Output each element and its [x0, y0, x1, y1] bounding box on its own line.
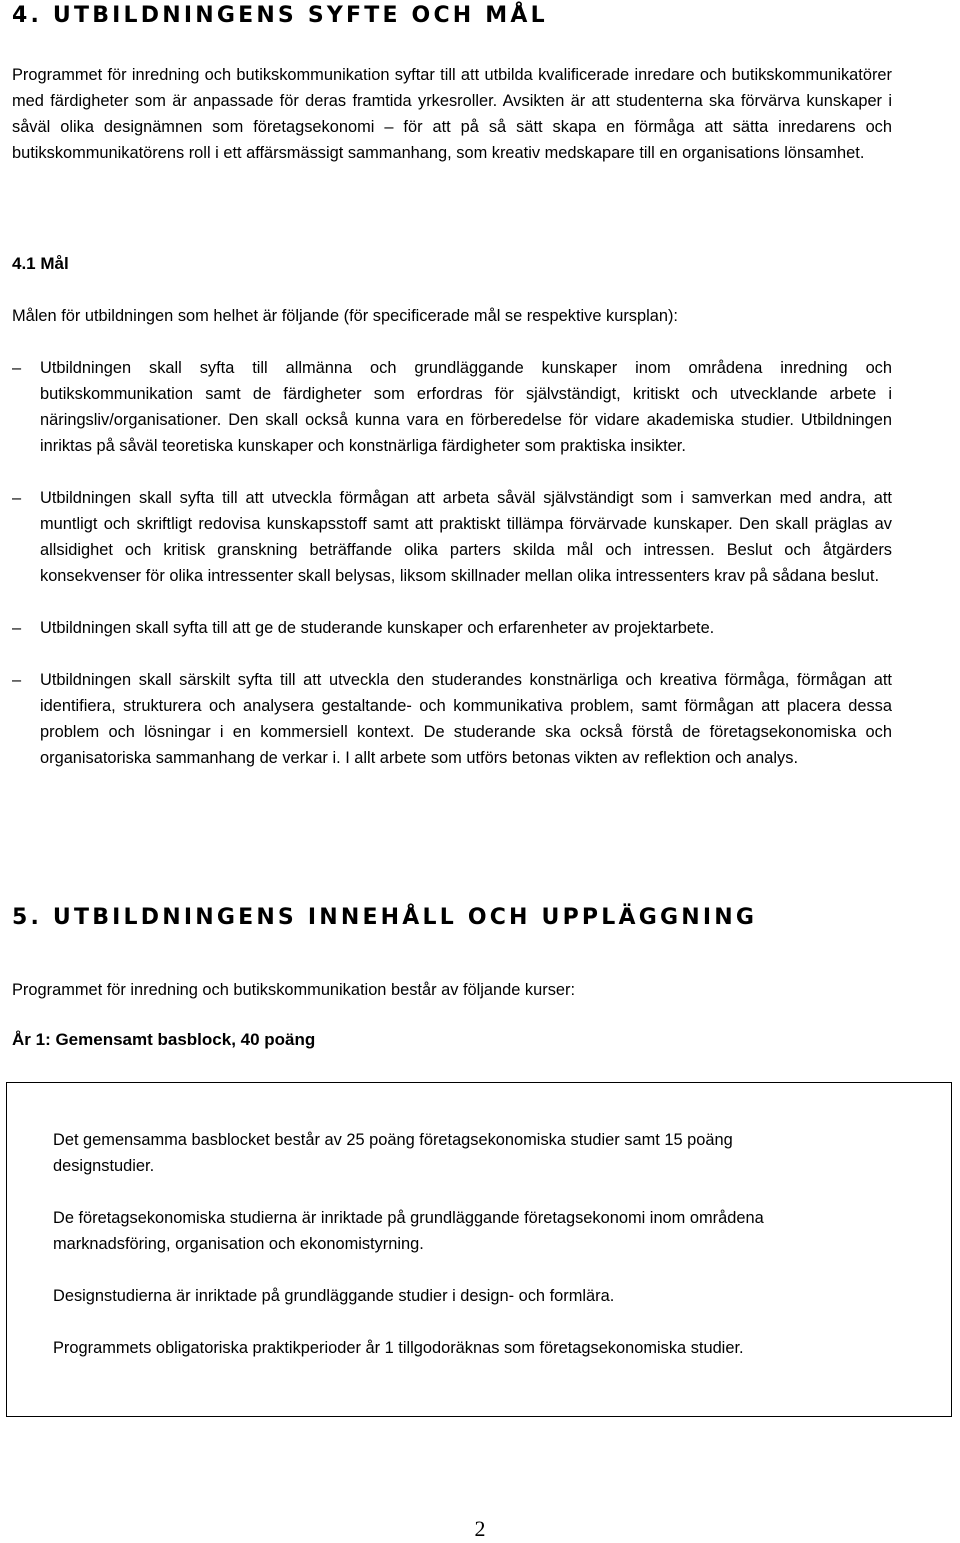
- goal-text: Utbildningen skall syfta till att utveckla förmågan att arbeta såväl självständigt som i samverkan med andra, att muntligt och skriftligt redovisa kunskapsstoff samt att praktiskt tillämpa förvärvade kunskaper. Den skall präglas av allsidighet och kritisk granskning beträffande olika parters skilda mål och intressen. Beslut och åtgärders konsekvenser för olika intressenter skall belysas, liksom skillnader mellan olika intressenters krav på sådana beslut.: [40, 489, 892, 585]
- goals-list: [12, 355, 892, 797]
- section-5-heading: 5. UTBILDNINGENS INNEHÅLL OCH UPPLÄGGNING: [12, 905, 758, 930]
- goal-item: [12, 485, 892, 589]
- section-4-intro: Programmet för inredning och butikskommunikation syftar till att utbilda kvalificerade inredare och butikskommunikatörer med färdigheter som är anpassade för deras framtida yrkesroller. Avsikten är att studenterna ska förvärva kunskaper i såväl olika designämnen som företagsekonomi – för att på så sätt skapa en förmåga att sätta inredarens och butikskommunikatörens roll i ett affärsmässigt sammanhang, som kreativ medskapare till en organisations lönsamhet.: [12, 66, 892, 162]
- section-5-intro: Programmet för inredning och butikskommunikation består av följande kurser:: [12, 981, 576, 999]
- goal-text: Utbildningen skall syfta till att ge de studerande kunskaper och erfarenheter av projektarbete.: [40, 619, 715, 637]
- goal-text: Utbildningen skall särskilt syfta till att utveckla den studerandes konstnärliga och kreativa förmåga, förmågan att identifiera, strukturera och analysera gestaltande- och kommunikativa problem, samt förmågan att placera dessa problem och lösningar i en kommersiell kontext. De studerande ska också förstå de företagsekonomiska och organisatoriska sammanhang de verkar i. I allt arbete som utförs betonas vikten av reflektion och analys.: [40, 671, 892, 767]
- basblock-content: [53, 1127, 837, 1387]
- goal-item: [12, 615, 892, 641]
- box-paragraph: Programmets obligatoriska praktikperioder år 1 tillgodoräknas som företagsekonomiska studier.: [53, 1339, 744, 1357]
- year-1-heading: År 1: Gemensamt basblock, 40 poäng: [12, 1030, 316, 1049]
- goal-item: [12, 667, 892, 771]
- basblock-box: [6, 1082, 952, 1417]
- dash-bullet: –: [12, 619, 22, 637]
- dash-bullet: –: [12, 359, 22, 377]
- subsection-4-1-heading: 4.1 Mål: [12, 254, 69, 273]
- page-number: 2: [474, 1516, 486, 1541]
- goal-text: Utbildningen skall syfta till allmänna och grundläggande kunskaper inom områdena inredning och butikskommunikation samt de färdigheter som erfordras för självständigt, kritiskt och utvecklande arbete i näringsliv/organisationer. Den skall också kunna vara en förberedelse för vidare akademiska studier. Utbildningen inriktas på såväl teoretiska kunskaper och konstnärliga färdigheter som praktiska insikter.: [40, 359, 892, 455]
- box-paragraph: De företagsekonomiska studierna är inriktade på grundläggande företagsekonomi inom områdena marknadsföring, organisation och ekonomistyrning.: [53, 1209, 764, 1253]
- box-paragraph: Designstudierna är inriktade på grundläggande studier i design- och formlära.: [53, 1287, 615, 1305]
- section-4-heading: 4. UTBILDNINGENS SYFTE OCH MÅL: [12, 3, 548, 28]
- dash-bullet: –: [12, 671, 22, 689]
- box-paragraph: Det gemensamma basblocket består av 25 poäng företagsekonomiska studier samt 15 poäng designstudier.: [53, 1131, 733, 1175]
- goals-intro: Målen för utbildningen som helhet är följande (för specificerade mål se respektive kursplan):: [12, 307, 678, 325]
- goal-item: [12, 355, 892, 459]
- dash-bullet: –: [12, 489, 22, 507]
